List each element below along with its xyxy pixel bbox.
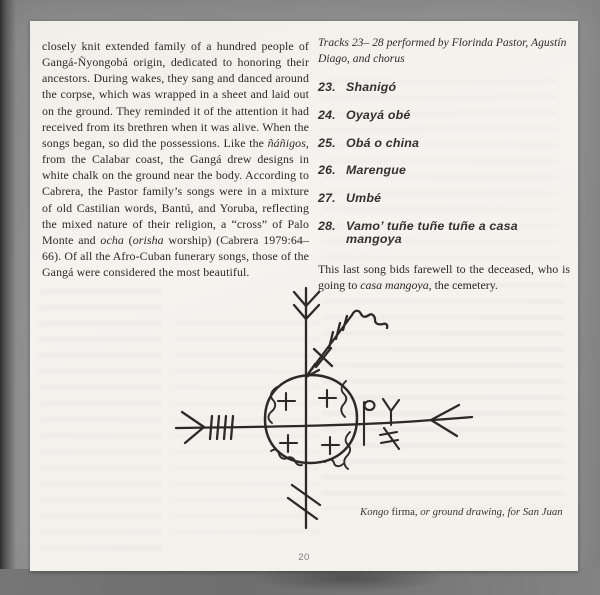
track-list <box>318 81 570 246</box>
horizontal-axis <box>176 405 472 443</box>
right-column <box>318 35 570 294</box>
page-number: 20 <box>298 552 310 563</box>
track-item <box>318 109 570 122</box>
body-text-paragraph: closely knit extended family of a hundred people of Gangá-Ñyongobá origin, dedicated to honoring their ancestors. During wakes, they sang and danced around the corpse, which was wrapped in a sheet and laid out on the ground. They reminded it of the attention it had received from its brethren when it was alive. When the songs began, so did the possessions. Like the ñáñigos, from the Calabar coast, the Gangá drew designs in white chalk on the ground near the body. According to Cabrera, the Pastor family’s songs were in a mixture of old Castilian words, Bantú, and Yoruba, reflecting the mixed nature of their religion, a “cross” of Palo Monte and ocha (orisha worship) (Cabrera 1979:64–66). Of all the Afro-Cuban funerary songs, those of the Gangá were considered the most beautiful. <box>42 39 309 280</box>
figure-caption: Kongo firma, or ground drawing, for San Juan <box>360 506 563 518</box>
firma-drawing <box>165 279 500 541</box>
diagonal-branch <box>306 311 387 377</box>
track-title: Marengue <box>346 163 407 178</box>
track-number: 28. <box>318 218 336 233</box>
track-number: 24. <box>318 107 336 122</box>
print-bleedthrough <box>40 289 162 557</box>
track-title: Oyayá obé <box>346 107 411 122</box>
track-item <box>318 192 570 205</box>
track-number: 25. <box>318 135 336 150</box>
track-item <box>318 81 570 94</box>
quadrant-crosses <box>278 390 339 454</box>
booklet-page <box>30 21 578 571</box>
track-item <box>318 164 570 177</box>
track-title: Umbé <box>346 191 382 206</box>
track-item <box>318 137 570 150</box>
track-item <box>318 220 570 246</box>
track-note: This last song bids farewell to the deceased, who is going to casa mangoya, the cemetery. <box>318 261 570 293</box>
track-number: 23. <box>318 80 336 94</box>
track-title: Obá o china <box>346 135 420 150</box>
circle <box>265 375 357 463</box>
photo-bottom-shadow <box>0 569 600 595</box>
tracks-intro: Tracks 23– 28 performed by Florinda Pastor, Agustín Diago, and chorus <box>318 36 567 65</box>
bottom-slashes <box>288 485 320 519</box>
track-number: 26. <box>318 163 336 178</box>
track-title: Vamo’ tuñe tuñe tuñe a casa mangoya <box>346 218 518 246</box>
track-number: 27. <box>318 191 336 206</box>
track-title: Shanigó <box>346 80 397 94</box>
vertical-axis <box>294 288 319 528</box>
